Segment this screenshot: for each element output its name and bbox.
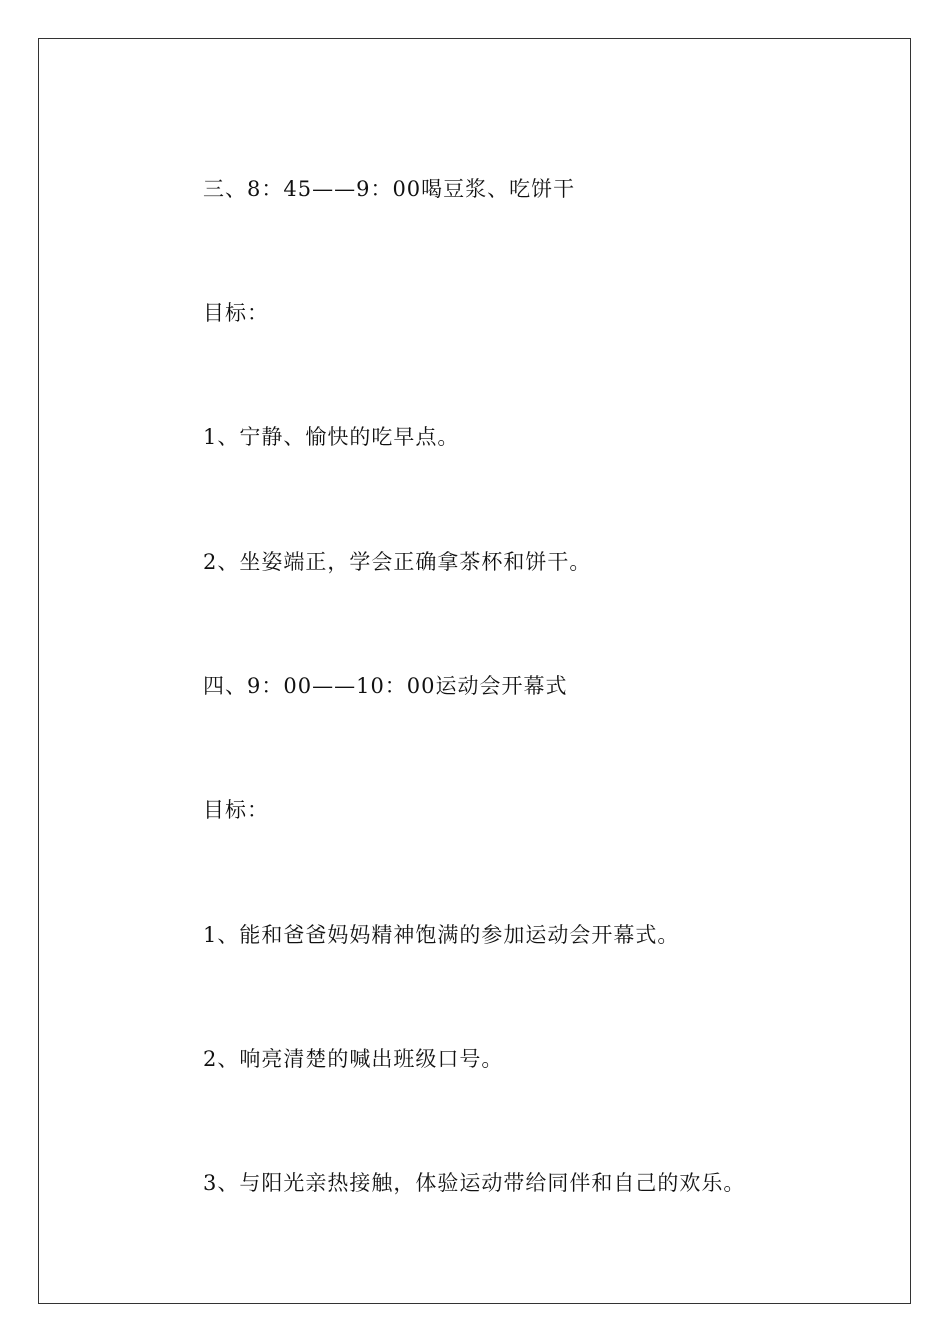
- goal-item: 3、与阳光亲热接触，体验运动带给同伴和自己的欢乐。: [203, 1171, 746, 1195]
- goal-label: 目标：: [203, 798, 269, 822]
- goal-item: 2、响亮清楚的喊出班级口号。: [203, 1047, 504, 1071]
- goal-item: 1、能和爸爸妈妈精神饱满的参加运动会开幕式。: [203, 923, 680, 947]
- section-heading-3: 三、8：45——9：00喝豆浆、吃饼干: [203, 177, 576, 201]
- section-heading-4: 四、9：00——10：00运动会开幕式: [203, 674, 568, 698]
- goal-item: 1、宁静、愉快的吃早点。: [203, 425, 460, 449]
- goal-item: 2、坐姿端正，学会正确拿茶杯和饼干。: [203, 550, 592, 574]
- goal-label: 目标：: [203, 301, 269, 325]
- page-frame: [38, 38, 911, 1304]
